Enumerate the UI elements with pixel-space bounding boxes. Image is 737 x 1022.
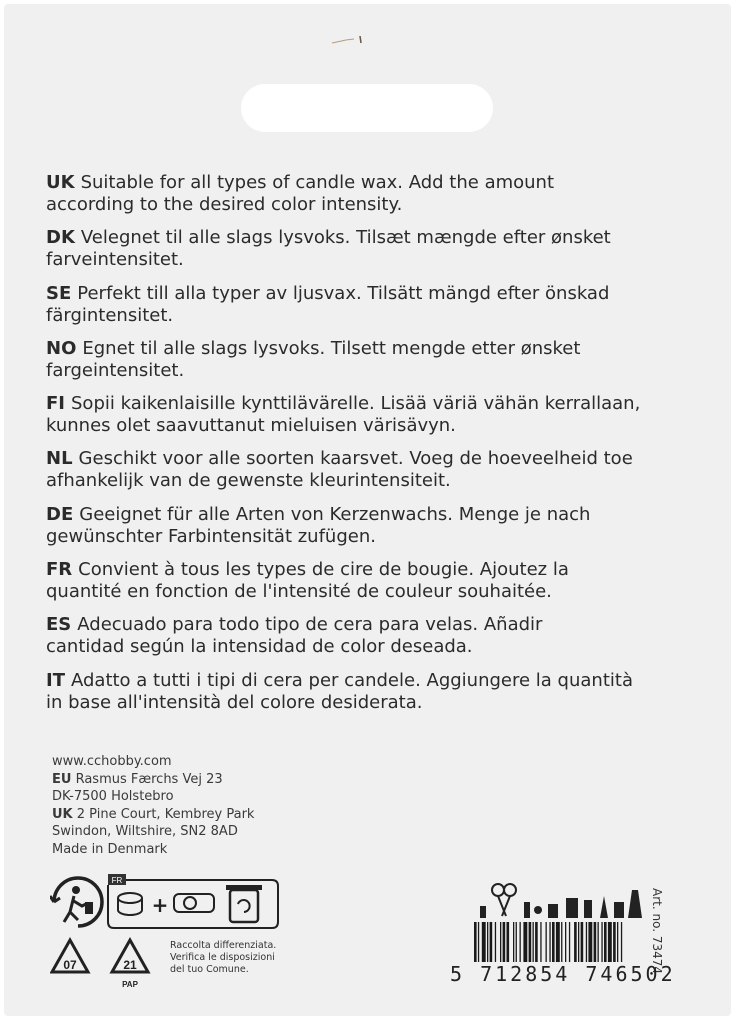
lang-fi: [46, 393, 706, 437]
barcode-bar: [533, 922, 534, 962]
barcode-bar: [500, 922, 501, 962]
sorting-instructions: [170, 940, 276, 976]
barcode-bar: [535, 922, 538, 962]
origin-text: Made in Denmark: [52, 841, 168, 857]
lang-text: in base all'intensità del colore desiderata.: [46, 691, 423, 713]
pen-icon: [480, 906, 486, 918]
lang-code: SE: [46, 282, 72, 304]
lang-code: FR: [46, 559, 73, 581]
barcode-bar: [613, 922, 616, 962]
pencil-icon: [600, 896, 608, 918]
lang-fr: [46, 559, 706, 603]
pap-label: PAP: [122, 980, 138, 989]
lang-se: [46, 283, 706, 327]
barcode-bar: [507, 922, 510, 962]
lang-code: FI: [46, 393, 65, 415]
barcode-bar: [503, 922, 506, 962]
lang-text: Geschikt voor alle soorten kaarsvet. Voeg de hoeveelheid toe: [78, 448, 633, 470]
barcode-bar: [474, 922, 477, 962]
barcode-bar: [552, 922, 555, 962]
barcode-bar: [617, 922, 618, 962]
barcode-bar: [487, 922, 488, 962]
eu-label: EU: [52, 771, 72, 787]
eu-address-street: [52, 771, 254, 789]
barcode-bars: [474, 922, 622, 962]
sort-line: del tuo Comune.: [170, 964, 249, 975]
eu-street: Rasmus Færchs Vej 23: [75, 771, 223, 787]
lang-text: gewünschter Farbintensität zufügen.: [46, 525, 376, 547]
lang-text: fargeintensitet.: [46, 359, 185, 381]
barcode-bar: [561, 922, 562, 962]
lang-code: DE: [46, 503, 74, 525]
lang-nl: [46, 448, 706, 492]
lang-no: [46, 338, 706, 382]
barcode-bar: [569, 922, 570, 962]
lang-text: Adatto a tutti i tipi di cera per candele. Aggiungere la quantità: [70, 669, 633, 691]
plus-icon: +: [151, 893, 169, 917]
barcode-bar: [513, 922, 514, 962]
barcode-bar: [608, 922, 612, 962]
barcode-bar: [604, 922, 607, 962]
recycle-bin-icon: [226, 885, 262, 922]
bottle-icon: [628, 890, 642, 918]
barcode-bar: [601, 922, 602, 962]
barcode-bar: [594, 922, 597, 962]
barcode-bar: [549, 922, 550, 962]
lang-text: Sopii kaikenlaisille kynttilävärelle. Lisää väriä vähän kerrallaan,: [71, 393, 641, 415]
lang-code: UK: [46, 172, 75, 193]
scissors-icon: [492, 884, 504, 896]
lang-text: kunnes olet saavuttanut mieluisen värisävyn.: [46, 415, 456, 437]
lang-code: NL: [46, 448, 73, 470]
sort-line: Verifica le disposizioni: [170, 952, 275, 963]
lang-text: according to the desired color intensity.: [46, 194, 403, 215]
brush-icon: [524, 902, 530, 918]
barcode-bar: [621, 922, 622, 962]
website-text: www.cchobby.com: [52, 754, 172, 769]
lang-code: IT: [46, 669, 65, 691]
barcode-bar: [495, 922, 496, 962]
craft-tools-icons: [480, 884, 642, 918]
lang-text: Velegnet til alle slags lysvoks. Tilsæt mængde efter ønsket: [80, 227, 611, 249]
lang-text: färgintensitet.: [46, 304, 174, 326]
recycle-07-icon: [52, 940, 88, 972]
lang-code: ES: [46, 614, 72, 636]
company-info: [52, 753, 254, 859]
uk-label: UK: [52, 806, 73, 822]
lang-dk: [46, 227, 706, 271]
lang-code: NO: [46, 337, 77, 359]
barcode-bar: [565, 922, 566, 962]
lang-text: Convient à tous les types de cire de bougie. Ajoutez la: [78, 559, 569, 581]
fr-tag-label: FR: [111, 876, 123, 885]
barcode-bar: [529, 922, 532, 962]
tidyman-icon: [50, 878, 102, 926]
lang-uk: [46, 172, 706, 216]
barcode-bar: [556, 922, 560, 962]
uk-address-city: Swindon, Wiltshire, SN2 8AD: [52, 824, 238, 840]
barcode-bar: [490, 922, 493, 962]
lang-text: Egnet til alle slags lysvoks. Tilsett mengde etter ønsket: [82, 337, 581, 359]
barcode-bar: [581, 922, 584, 962]
smudge-mark: [330, 36, 364, 44]
lang-text: farveintensitet.: [46, 249, 184, 271]
pot-icon: [548, 904, 558, 918]
lang-de: [46, 504, 706, 548]
barcode-bar: [574, 922, 577, 962]
marker-icon: [584, 900, 592, 918]
lang-text: Perfekt till alla typer av ljusvax. Tilsätt mängd efter önskad: [77, 282, 610, 304]
barcode-bar: [516, 922, 517, 962]
paint-drop-icon: [534, 906, 542, 914]
barcode-bar: [578, 922, 579, 962]
uk-street: 2 Pine Court, Kembrey Park: [76, 806, 255, 822]
lang-text: quantité en fonction de l'intensité de couleur souhaitée.: [46, 581, 552, 603]
sort-line: Raccolta differenziata.: [170, 940, 277, 951]
lang-text: afhankelijk van de gewenste kleurintensiteit.: [46, 470, 451, 492]
barcode-bar: [588, 922, 592, 962]
eu-address-city: DK-7500 Holstebro: [52, 789, 174, 805]
barcode-bar: [540, 922, 541, 962]
barcode-bar: [523, 922, 527, 962]
barcode-bar: [598, 922, 599, 962]
lang-es: [46, 614, 706, 658]
barcode-digits: 5 712854 746502: [450, 962, 676, 986]
lang-text: cantidad según la intensidad de color deseada.: [46, 636, 473, 658]
lang-text: Suitable for all types of candle wax. Add the amount: [80, 172, 555, 193]
barcode-bar: [586, 922, 587, 962]
uk-address-street: [52, 806, 254, 824]
recycle-code-21: 21: [123, 958, 137, 972]
jar-icon: [566, 898, 578, 918]
hang-hole: [241, 84, 493, 132]
multilingual-instructions: [46, 172, 706, 725]
barcode-bar: [482, 922, 486, 962]
recycle-code-07: 07: [63, 958, 77, 972]
lang-text: Geeignet für alle Arten von Kerzenwachs. Menge je nach: [79, 503, 591, 525]
tube-icon: [614, 902, 624, 918]
lang-it: [46, 670, 706, 714]
tape-icon: [174, 894, 214, 912]
container-icon: [118, 893, 142, 915]
barcode-bar: [478, 922, 479, 962]
article-number: Art. no. 73474: [650, 888, 664, 975]
barcode-bar: [546, 922, 547, 962]
recycle-21-icon: [112, 940, 148, 989]
lang-text: Adecuado para todo tipo de cera para velas. Añadir: [77, 614, 543, 636]
lang-code: DK: [46, 227, 75, 249]
barcode-bar: [520, 922, 521, 962]
